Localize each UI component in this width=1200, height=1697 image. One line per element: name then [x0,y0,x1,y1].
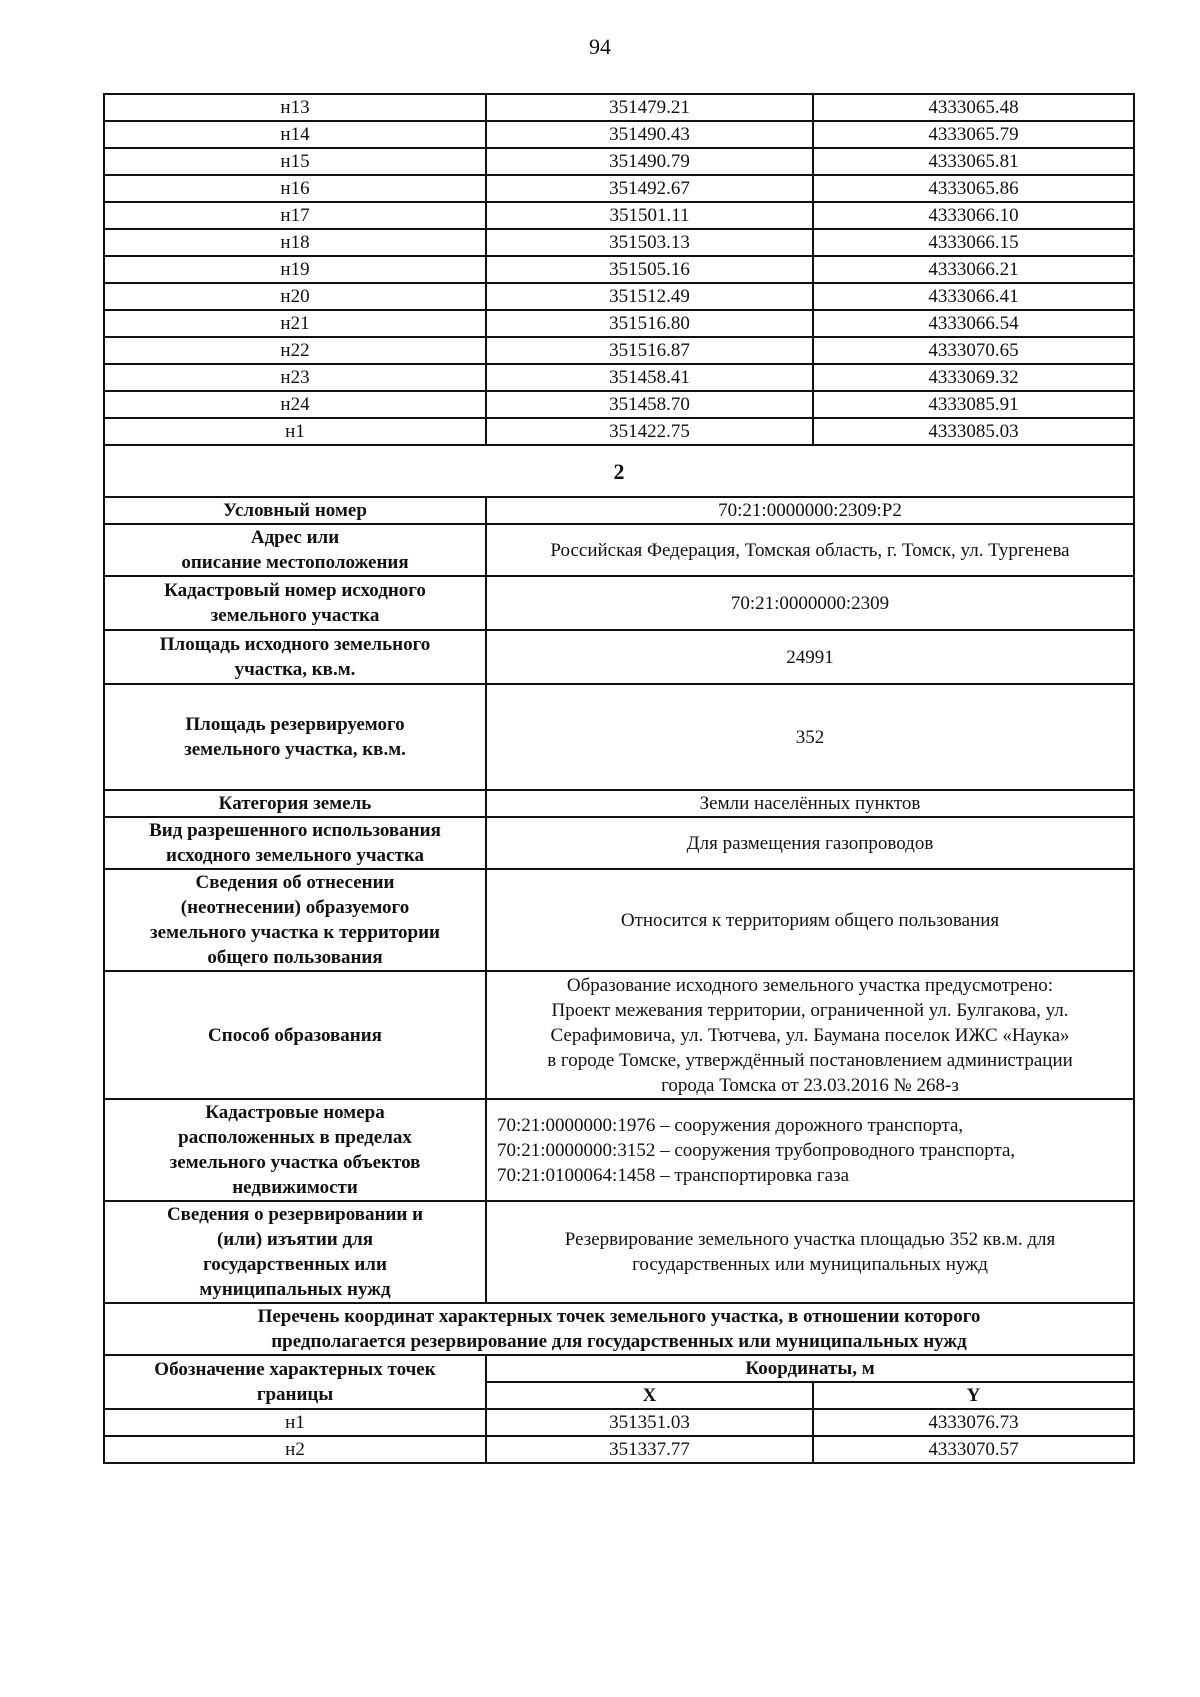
field-value: 70:21:0000000:2309:Р2 [486,497,1134,524]
point-y: 4333065.81 [813,148,1134,175]
page-number: 94 [589,34,611,59]
label-line: Сведения об отнесении [195,872,395,893]
point-name: н14 [104,121,486,148]
point-y: 4333070.65 [813,337,1134,364]
point-x: 351505.16 [486,256,813,283]
field-row-formation-method [104,971,1134,1099]
point-y: 4333076.73 [813,1409,1134,1436]
point-x: 351458.41 [486,364,813,391]
point-name: н23 [104,364,486,391]
field-label [104,630,486,684]
point-x: 351479.21 [486,94,813,121]
point-y: 4333065.48 [813,94,1134,121]
point-name: н1 [104,418,486,445]
table-row [104,337,1134,364]
field-label [104,684,486,790]
table-row [104,148,1134,175]
label-line: (или) изъятии для [216,1229,374,1250]
field-row-conditional-number [104,497,1134,524]
value-line: Серафимовича, ул. Тютчева, ул. Баумана поселок ИЖС «Наука» [550,1024,1070,1046]
label-line: земельного участка, кв.м. [184,739,406,760]
point-y: 4333066.21 [813,256,1134,283]
col-header-y: Y [813,1382,1134,1409]
point-name: н15 [104,148,486,175]
table-row [104,121,1134,148]
field-row-permitted-use [104,817,1134,869]
field-row-cadastral-source [104,576,1134,630]
value-line: 70:21:0000000:3152 – сооружения трубопроводного транспорта, [497,1139,1016,1161]
label-line: описание местоположения [181,552,409,573]
point-y: 4333070.57 [813,1436,1134,1463]
field-value: 352 [486,684,1134,790]
point-name: н13 [104,94,486,121]
label-line: земельного участка объектов [169,1152,421,1173]
point-y: 4333065.79 [813,121,1134,148]
section-number: 2 [104,445,1134,497]
label-line: земельного участка [210,605,380,626]
table-row [104,364,1134,391]
label-line: общего пользования [207,947,383,968]
table-row [104,94,1134,121]
table-row [104,175,1134,202]
point-x: 351503.13 [486,229,813,256]
field-value: Земли населённых пунктов [486,790,1134,817]
point-y: 4333085.03 [813,418,1134,445]
point-x: 351351.03 [486,1409,813,1436]
point-name: н17 [104,202,486,229]
label-line: Кадастровый номер исходного [164,580,426,601]
value-line: в городе Томске, утверждённый постановлением администрации [547,1049,1073,1071]
col-header-x: X [486,1382,813,1409]
coords-list-title-row [104,1303,1134,1355]
field-label: Условный номер [104,497,486,524]
field-value: Относится к территориям общего пользования [486,869,1134,971]
field-value [486,971,1134,1099]
label-line: Кадастровые номера [205,1102,385,1123]
table-row [104,391,1134,418]
point-x: 351512.49 [486,283,813,310]
field-label [104,1099,486,1201]
header-line: границы [256,1384,334,1405]
field-label [104,524,486,576]
point-y: 4333066.54 [813,310,1134,337]
field-row-reservation-info [104,1201,1134,1303]
label-line: муниципальных нужд [199,1279,391,1300]
field-label [104,817,486,869]
point-x: 351490.43 [486,121,813,148]
field-value: 24991 [486,630,1134,684]
point-x: 351422.75 [486,418,813,445]
field-value [486,1201,1134,1303]
label-line: Площадь исходного земельного [159,634,431,655]
header-line: Обозначение характерных точек [154,1359,436,1380]
label-line: участка, кв.м. [234,659,356,680]
table-row [104,229,1134,256]
point-name: н19 [104,256,486,283]
table-row [104,202,1134,229]
point-name: н16 [104,175,486,202]
value-line: государственных или муниципальных нужд [632,1254,988,1275]
label-line: Вид разрешенного использования [149,820,441,841]
label-line: расположенных в пределах [178,1127,412,1148]
label-line: Адрес или [250,527,340,548]
section-row [104,445,1134,497]
field-label [104,869,486,971]
point-name: н18 [104,229,486,256]
field-label [104,576,486,630]
field-row-real-estate-objects [104,1099,1134,1201]
point-name: н20 [104,283,486,310]
col-header-coords: Координаты, м [486,1355,1134,1382]
field-value: 70:21:0000000:2309 [486,576,1134,630]
point-x: 351501.11 [486,202,813,229]
field-value: Для размещения газопроводов [486,817,1134,869]
label-line: недвижимости [232,1177,358,1198]
point-x: 351337.77 [486,1436,813,1463]
point-y: 4333066.41 [813,283,1134,310]
field-row-public-use [104,869,1134,971]
point-y: 4333085.91 [813,391,1134,418]
field-label: Способ образования [104,971,486,1099]
value-line: города Томска от 23.03.2016 № 268-з [661,1074,959,1096]
point-y: 4333069.32 [813,364,1134,391]
col-header-points [104,1355,486,1409]
value-line: Образование исходного земельного участка предусмотрено: [566,974,1054,996]
title-line: Перечень координат характерных точек земельного участка, в отношении которого [257,1306,981,1327]
title-line: предполагается резервирование для государственных или муниципальных нужд [271,1331,967,1352]
field-label [104,1201,486,1303]
coords-list-title [104,1303,1134,1355]
value-line: 70:21:0100064:1458 – транспортировка газа [497,1164,850,1186]
label-line: государственных или [203,1254,387,1275]
field-row-area-reserved [104,684,1134,790]
table-row [104,256,1134,283]
label-line: Сведения о резервировании и [166,1204,424,1225]
coords-header-row [104,1355,1134,1382]
label-line: (неотнесении) образуемого [180,897,410,918]
table-row [104,1409,1134,1436]
field-value: Российская Федерация, Томская область, г. Томск, ул. Тургенева [486,524,1134,576]
point-name: н21 [104,310,486,337]
field-row-land-category [104,790,1134,817]
point-y: 4333065.86 [813,175,1134,202]
table-row [104,1436,1134,1463]
point-x: 351516.87 [486,337,813,364]
point-name: н1 [104,1409,486,1436]
field-row-area-source [104,630,1134,684]
point-y: 4333066.15 [813,229,1134,256]
label-line: земельного участка к территории [150,922,440,943]
land-plot-table [103,93,1135,1464]
point-name: н22 [104,337,486,364]
point-x: 351492.67 [486,175,813,202]
value-line: 70:21:0000000:1976 – сооружения дорожного транспорта, [497,1114,964,1136]
field-value [486,1099,1134,1201]
field-label: Категория земель [104,790,486,817]
table-row [104,283,1134,310]
value-line: Проект межевания территории, ограниченной ул. Булгакова, ул. [551,999,1069,1021]
field-row-address [104,524,1134,576]
point-x: 351490.79 [486,148,813,175]
point-y: 4333066.10 [813,202,1134,229]
label-line: Площадь резервируемого [185,714,405,735]
value-line: Резервирование земельного участка площадью 352 кв.м. для [564,1229,1056,1250]
point-name: н24 [104,391,486,418]
point-name: н2 [104,1436,486,1463]
point-x: 351516.80 [486,310,813,337]
label-line: исходного земельного участка [166,845,424,866]
point-x: 351458.70 [486,391,813,418]
table-row [104,418,1134,445]
table-row [104,310,1134,337]
